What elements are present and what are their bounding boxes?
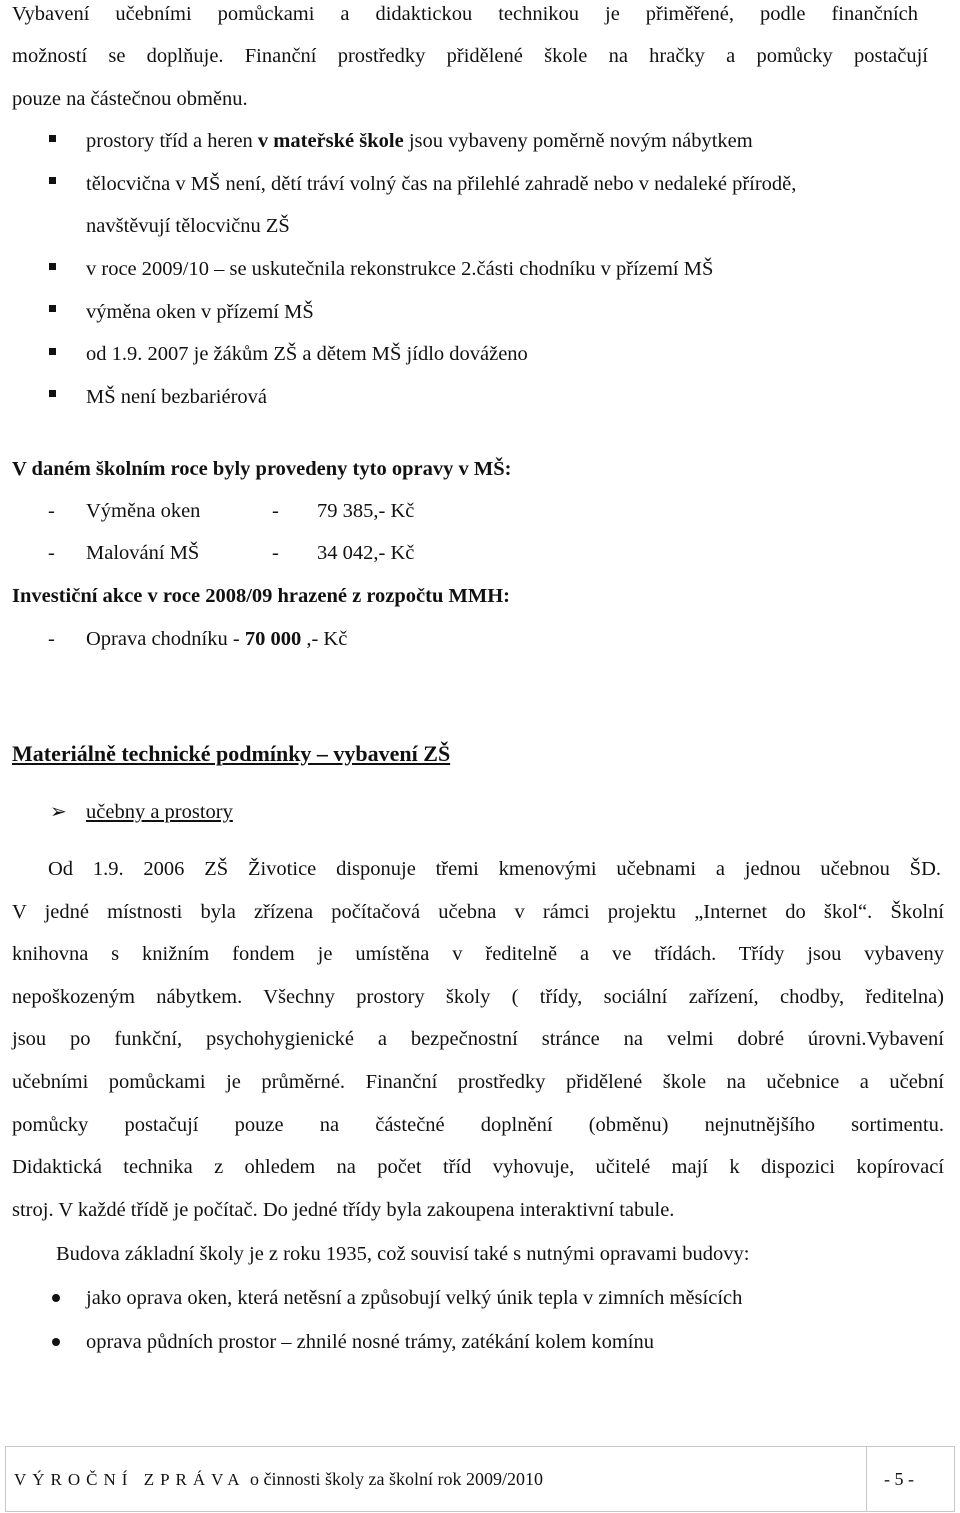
paragraph-line-7: pomůcky postačují pouze na částečné doplnění (obměnu) nejnutnějšího sortimentu.: [12, 1114, 944, 1136]
footer-title: VÝROČNÍ ZPRÁVA o činnosti školy za školní rok 2009/2010: [14, 1469, 543, 1489]
repair-1-value: 79 385,- Kč: [317, 500, 415, 522]
repair-1-label: Výměna oken: [86, 500, 201, 522]
paragraph-line-9: stroj. V každé třídě je počítač. Do jedné třídy byla zakoupena interaktivní tabule.: [12, 1199, 675, 1221]
building-bullet-1: jako oprava oken, která netěsní a způsobují velký únik tepla v zimních měsících: [86, 1287, 743, 1309]
paragraph-line-4: nepoškozeným nábytkem. Všechny prostory školy ( třídy, sociální zařízení, chodby, ředitelna): [12, 986, 944, 1008]
ms-bullet-2-line-1: tělocvična v MŠ není, dětí tráví volný čas na přilehlé zahradě nebo v nedaleké přírodě,: [86, 173, 797, 195]
ms-bullet-6: MŠ není bezbariérová: [86, 386, 268, 408]
square-bullet-icon: [49, 305, 56, 312]
paragraph-line-6: učebními pomůckami je průměrné. Finanční prostředky přidělené škole na učebnice a učební: [12, 1071, 944, 1093]
repair-2-dash: -: [48, 542, 55, 564]
arrow-bullet-icon: ➢: [50, 801, 67, 823]
investment-dash: -: [48, 628, 55, 650]
page-number: - 5 -: [884, 1469, 914, 1489]
square-bullet-icon: [49, 135, 56, 142]
investment-item: Oprava chodníku - 70 000 ,- Kč: [86, 628, 348, 650]
paragraph-line-2: V jedné místnosti byla zřízena počítačová učebna v rámci projektu „Internet do škol“. Školní: [12, 901, 944, 923]
repair-1-separator: -: [272, 500, 279, 522]
building-intro: Budova základní školy je z roku 1935, což souvisí také s nutnými opravami budovy:: [56, 1243, 750, 1265]
repair-1-dash: -: [48, 500, 55, 522]
ms-bullet-1: prostory tříd a heren v mateřské škole jsou vybaveny poměrně novým nábytkem: [86, 130, 753, 152]
repair-2-label: Malování MŠ: [86, 542, 200, 564]
paragraph-line-5: jsou po funkční, psychohygienické a bezpečnostní stránce na velmi dobré úrovni.Vybavení: [12, 1028, 944, 1050]
subheading: učebny a prostory: [86, 801, 233, 823]
square-bullet-icon: [49, 390, 56, 397]
intro-line-1: Vybavení učebními pomůckami a didaktickou technikou je přiměřené, podle finančních: [12, 3, 918, 25]
intro-line-2: možností se doplňuje. Finanční prostředky přidělené škole na hračky a pomůcky postačují: [12, 45, 928, 67]
investment-heading: Investiční akce v roce 2008/09 hrazené z rozpočtu MMH:: [12, 585, 510, 607]
paragraph-line-8: Didaktická technika z ohledem na počet tříd vyhovuje, učitelé mají k dispozici kopírovací: [12, 1156, 944, 1178]
building-bullet-2: oprava půdních prostor – zhnilé nosné trámy, zatékání kolem komínu: [86, 1331, 654, 1353]
repair-2-separator: -: [272, 542, 279, 564]
square-bullet-icon: [49, 348, 56, 355]
ms-bullet-3: v roce 2009/10 – se uskutečnila rekonstrukce 2.části chodníku v přízemí MŠ: [86, 258, 714, 280]
ms-bullet-5: od 1.9. 2007 je žákům ZŠ a dětem MŠ jídlo dováženo: [86, 343, 528, 365]
ms-bullet-4: výměna oken v přízemí MŠ: [86, 301, 314, 323]
round-bullet-icon: [52, 1338, 60, 1346]
section-heading: Materiálně technické podmínky – vybavení ZŠ: [12, 741, 451, 766]
page-footer: [5, 1446, 955, 1512]
repairs-heading: V daném školním roce byly provedeny tyto opravy v MŠ:: [12, 458, 512, 480]
square-bullet-icon: [49, 263, 56, 270]
ms-bullet-2-line-2: navštěvují tělocvičnu ZŠ: [86, 215, 290, 237]
repair-2-value: 34 042,- Kč: [317, 542, 415, 564]
paragraph-line-3: knihovna s knižním fondem je umístěna v ředitelně a ve třídách. Třídy jsou vybaveny: [12, 943, 944, 965]
intro-line-3: pouze na částečnou obměnu.: [12, 88, 248, 110]
paragraph-line-1: Od 1.9. 2006 ZŠ Životice disponuje třemi kmenovými učebnami a jednou učebnou ŠD.: [48, 858, 941, 880]
round-bullet-icon: [52, 1294, 60, 1302]
footer-divider: [866, 1447, 867, 1511]
square-bullet-icon: [49, 177, 56, 184]
